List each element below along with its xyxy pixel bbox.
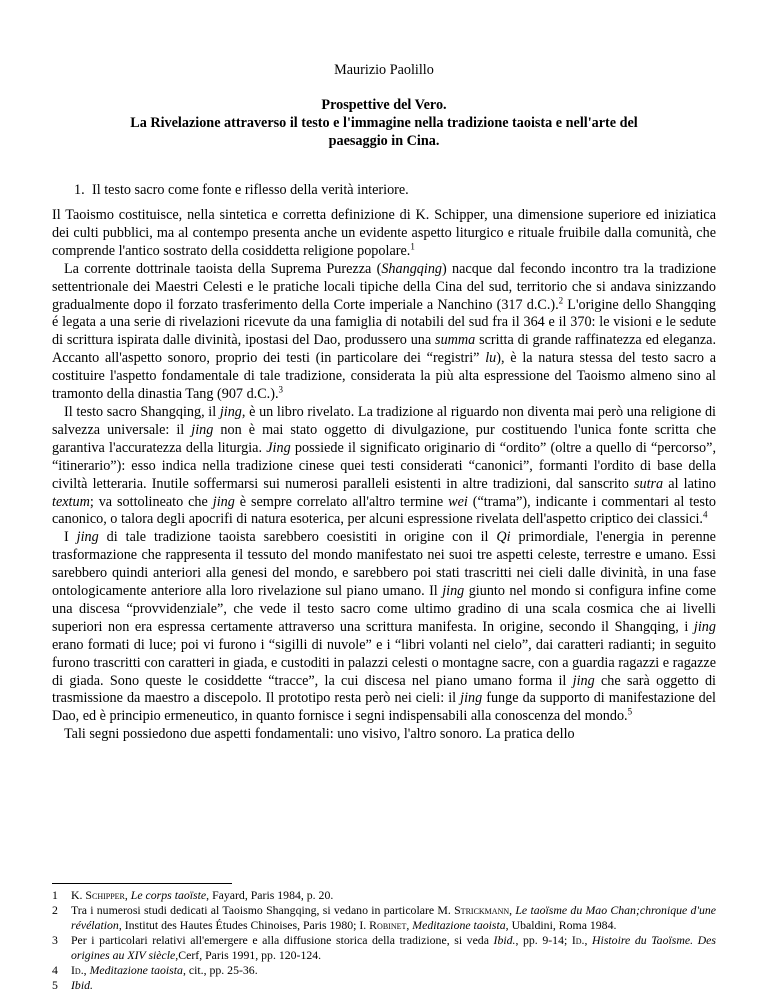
footnote-ref[interactable]: 4 [702,509,708,520]
title-line-2: La Rivelazione attraverso il testo e l'immagine nella tradizione taoista e nell'arte del paesaggio in Cina. [130,115,638,149]
paper-title [100,96,668,150]
footnote-ref[interactable]: 2 [558,294,564,305]
section-heading [74,182,714,200]
footnote-ref[interactable]: 1 [410,241,415,252]
section-number: 1. [74,182,85,198]
footnote-separator [52,883,232,884]
footnote-5: 5 Ibid. [52,978,93,992]
body-text [52,207,716,744]
paragraph-1: Il Taoismo costituisce, nella sintetica e corretta definizione di K. Schipper, una dimensione superiore ed iniziatica dei culti pubblici, ma al contempo presenta anche un evidente aspetto liturgico e rituale fruibile dalla comunità, che comprende l'antico sostrato della cosiddetta religione popolare.$^1$ [52,207,716,259]
footnote-ref[interactable]: 3 [278,384,283,395]
footnote-ref[interactable]: 5 [627,706,633,717]
section-title: Il testo sacro come fonte e riflesso della verità interiore. [92,182,409,198]
paragraph-2: La corrente dottrinale taoista della Suprema Purezza (Shangqing) nacque dal fecondo incontro tra la tradizione settentrionale dei Maestri Celesti e le pratiche locali tipiche della Cina del sud, territorio che si andava sinizzando gradualmente dopo il forzato trasferimento della Corte imperiale a Nanchino (317 d.C.).$^2$ L'origine dello Shangqing é legata a una serie di rivelazioni ricevute da una famiglia di notabili del sud fra il 364 e il 370: le visioni e le sedute di scrittura ispirata dalle divinità, ipostasi del Dao, produssero una summa scritta di grande raffinatezza ed eleganza. Accanto all'aspetto sonoro, proprio dei testi (in particolare dei “registri” lu), è la natura stessa del testo sacro a costituire l'aspetto fondamentale di tale tradizione, considerata la più alta espressione del Taoismo almeno sino al tramonto della dinastia Tang (907 d.C.).$^3$ [52,260,716,403]
author-name: Maurizio Paolillo [334,62,434,78]
title-line-1: Prospettive del Vero. [321,97,447,113]
footnote-1: 1 K. Schipper, Le corps taoïste, Fayard, Paris 1984, p. 20. [52,888,334,902]
footnote-3: 3 Per i particolari relativi all'emergere e alla diffusione storica della tradizione, si veda Ibid., pp. 9-14; Id., Histoire du Taoïsme. Des origines au XIV siècle,Cerf, Paris 1991, pp. 120-124. [52,933,716,962]
footnotes [52,888,716,993]
paragraph-3: Il testo sacro Shangqing, il jing, è un libro rivelato. La tradizione al riguardo non diventa mai però una religione di salvezza universale: il jing non è mai stato oggetto di divulgazione, pur costituendo l'unica fonte scritta che garantiva l'accuratezza della liturgia. Jing possiede il significato originario di “ordito” (oltre a quello di “percorso”, “itinerario”): esso indica nella tradizione cinese quei testi considerati “canonici”, formanti l'ordito di base della civiltà letteraria. Inutile soffermarsi sui numerosi paralleli esistenti in altre tradizioni, dal sanscrito sutra al latino textum; va sottolineato che jing è sempre correlato all'altro termine wei (“trama”), indicante i commentari al testo canonico, o talora degli apocrifi di natura esoterica, per alcuni espressione rivelata dell'aspetto criptico dei classici.$^4$ [52,403,716,528]
footnote-4: 4 Id., Meditazione taoista, cit., pp. 25-36. [52,963,258,977]
paragraph-5: Tali segni possiedono due aspetti fondamentali: uno visivo, l'altro sonoro. La pratica dello [64,726,575,743]
footnote-2: 2 Tra i numerosi studi dedicati al Taoismo Shangqing, si vedano in particolare M. Strickmann, Le taoïsme du Mao Chan;chronique d'une révélation, Institut des Hautes Études Chinoises, Paris 1980; I. Robinet, Meditazione taoista, Ubaldini, Roma 1984. [52,903,716,932]
paragraph-4: I jing di tale tradizione taoista sarebbero coesistiti in origine con il Qi primordiale, l'energia in perenne trasformazione che rappresenta il tessuto del mondo manifestato nei suoi tre aspetti celeste, terrestre e umano. Essi sarebbero quindi anteriori alla genesi del mondo, e sarebbero poi stati trascritti nei cieli dalle divinità, in una fase ontologicamente anteriore alla loro rivelazione sul piano umano. Il jing giunto nel mondo si configura infine come una discesa “provvidenziale”, che vede il testo sacro come ultimo gradino di una scala cosmica che ai livelli superiori non era espressa certamente attraverso una scrittura manifesta. In origine, secondo il Shangqing, i jing erano formati di luce; poi vi furono i “sigilli di nuvole” e i “libri volanti nel cielo”, dai caratteri radianti; in seguito furono trascritti con caratteri in giada, e custoditi in palazzi celesti o montagne sacre, con a guardia ragazzi e ragazze di giada. Sono queste le cosiddette “tracce”, la cui discesa nel piano umano forma il jing che sarà oggetto di trasmissione da maestro a discepolo. Il prototipo resta però nei cieli: il jing funge da supporto di manifestazione del Dao, ed è principio ermeneutico, in quanto fornisce i segni indispensabili alla conoscenza del mondo.$^5$ [52,529,717,725]
